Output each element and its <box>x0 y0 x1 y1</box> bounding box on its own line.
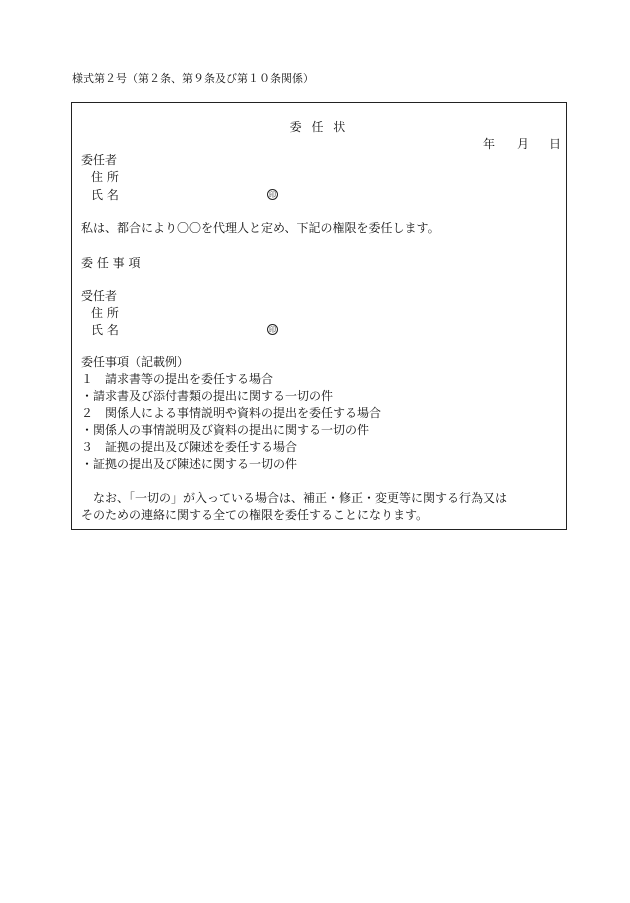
example-line: ・関係人の事情説明及び資料の提出に関する一切の件 <box>81 423 370 437</box>
delegator-seal: 印 <box>269 191 276 199</box>
delegator-address-label: 住 所 <box>91 170 119 184</box>
note-line-2: そのための連絡に関する全ての権限を委任することになります。 <box>81 508 429 522</box>
example-line: １ 請求書等の提出を委任する場合 <box>81 372 274 386</box>
date-day-label: 日 <box>549 137 562 151</box>
example-line: ２ 関係人による事情説明や資料の提出を委任する場合 <box>81 406 382 420</box>
delegation-statement: 私は、都合により〇〇を代理人と定め、下記の権限を委任します。 <box>81 221 440 235</box>
delegator-name-label: 氏 名 <box>91 188 119 202</box>
date-year-label: 年 <box>483 137 496 151</box>
delegate-name-label: 氏 名 <box>91 323 119 337</box>
document-title: 委 任 状 <box>289 120 349 134</box>
example-line: ・請求書及び添付書類の提出に関する一切の件 <box>81 389 334 403</box>
example-line: ・証拠の提出及び陳述に関する一切の件 <box>81 457 298 471</box>
delegated-matters-heading: 委 任 事 項 <box>81 256 141 270</box>
example-line: ３ 証拠の提出及び陳述を委任する場合 <box>81 440 298 454</box>
delegator-heading: 委任者 <box>81 153 118 167</box>
delegate-address-label: 住 所 <box>91 306 119 320</box>
form-number: 様式第２号（第２条、第９条及び第１０条関係） <box>72 72 314 85</box>
examples-heading: 委任事項（記載例） <box>81 355 190 369</box>
letter-of-attorney-frame <box>71 102 567 530</box>
date-month-label: 月 <box>517 137 530 151</box>
delegate-heading: 受任者 <box>81 289 118 303</box>
delegate-seal: 印 <box>269 326 276 334</box>
note-line-1: なお、「一切の」が入っている場合は、補正・修正・変更等に関する行為又は <box>81 491 508 505</box>
